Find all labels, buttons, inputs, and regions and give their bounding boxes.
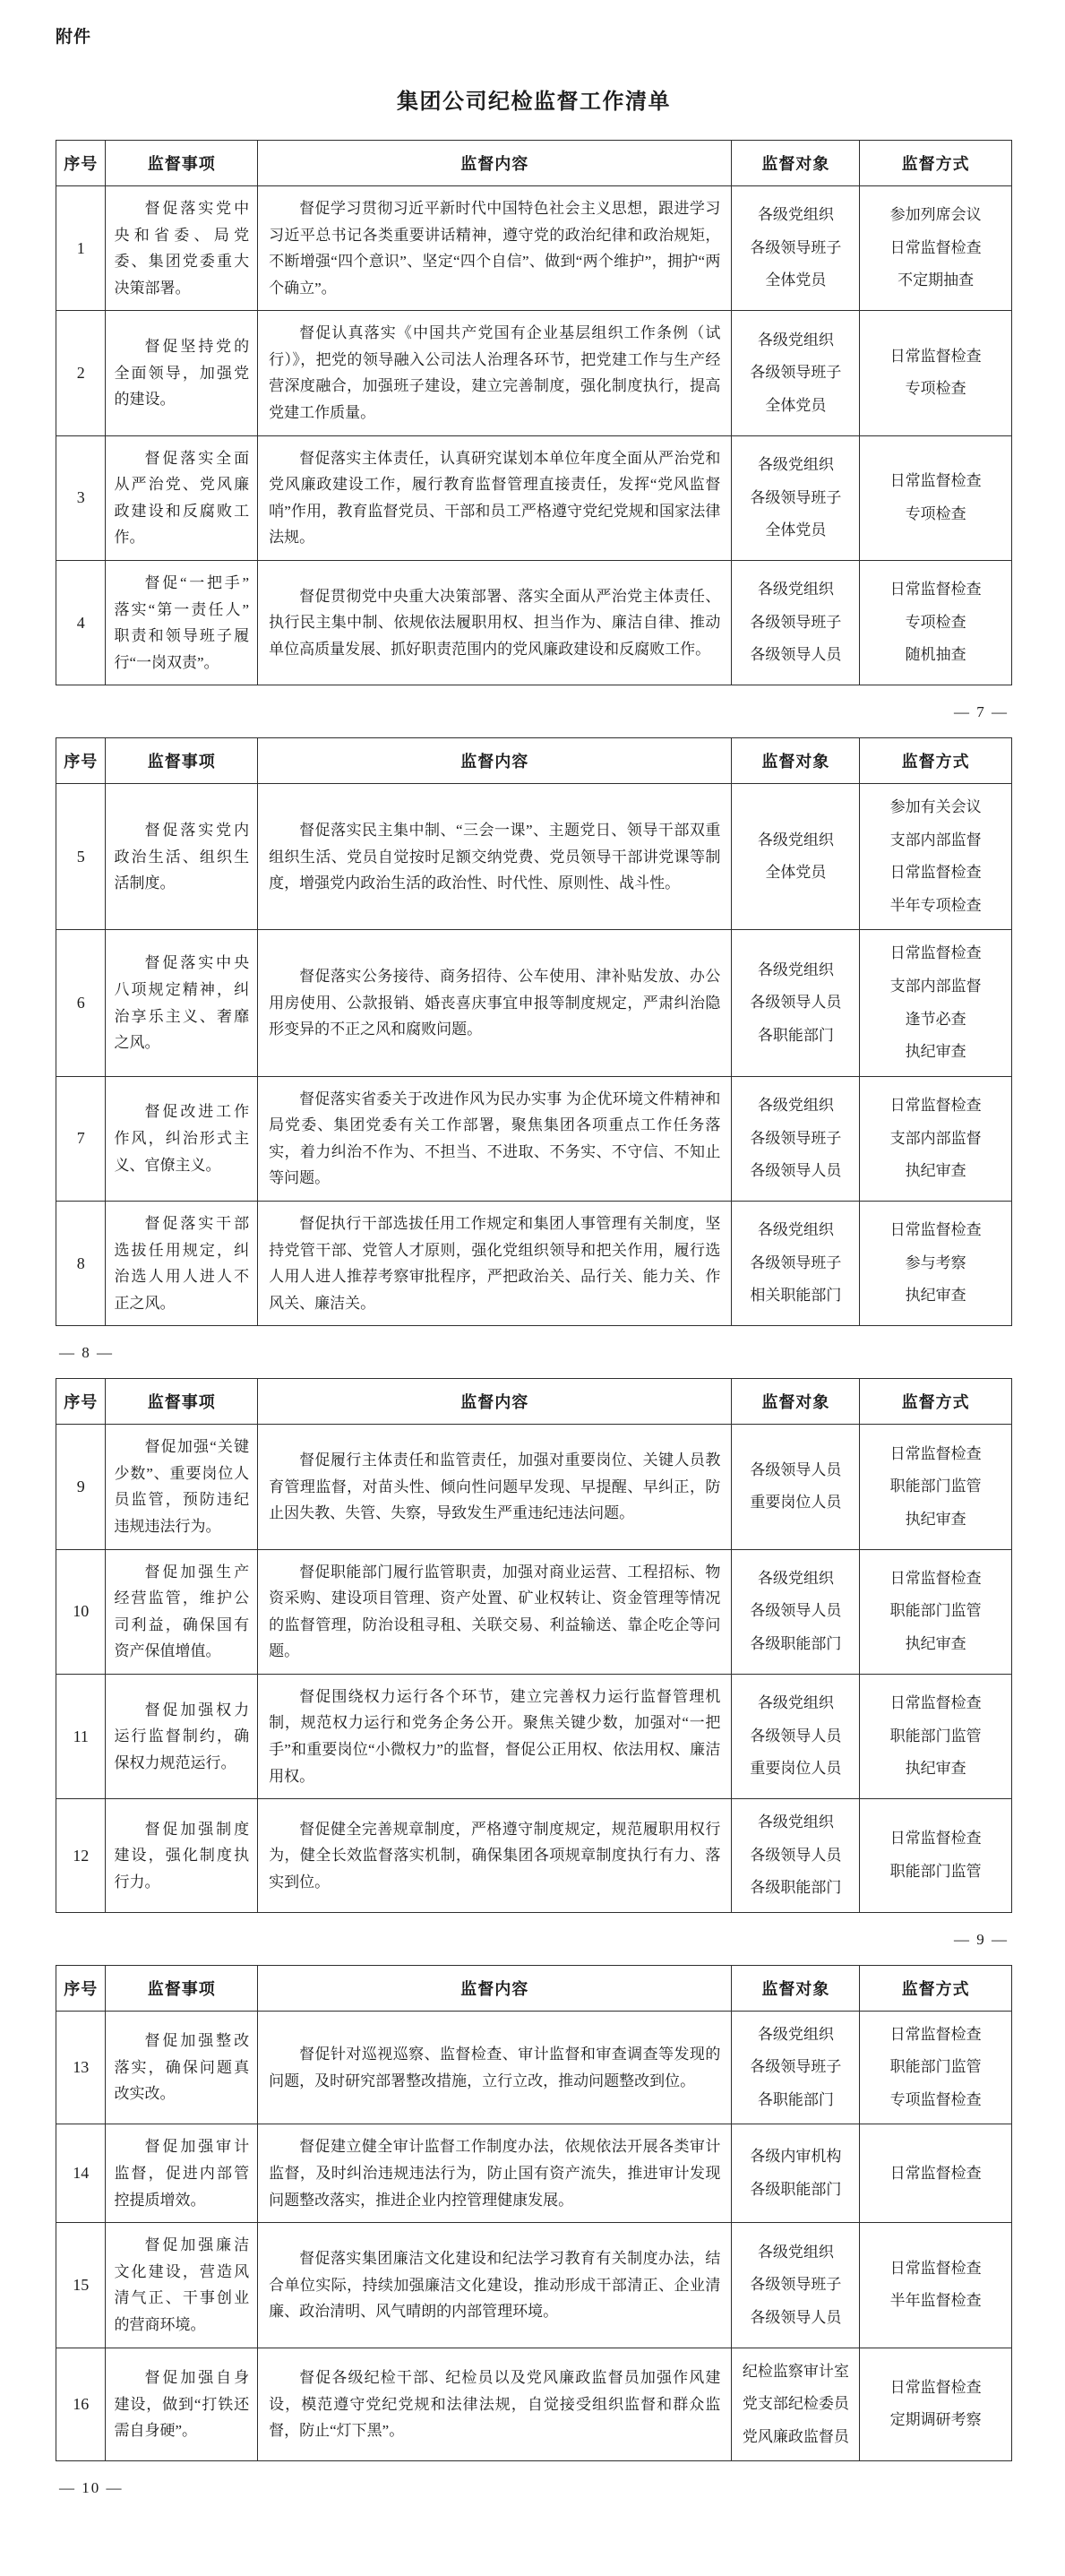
method-line: 支部内部监督 [889, 1129, 982, 1147]
method-line: 日常监督检查 [889, 472, 982, 490]
method-line: 执纪审查 [905, 1510, 966, 1528]
method-line: 定期调研考察 [889, 2411, 982, 2429]
row-number-cell: 11 [56, 1674, 106, 1798]
table-row [56, 930, 1012, 1076]
supervision-method-cell [860, 186, 1012, 311]
page-number: — 8 — [59, 1344, 114, 1362]
supervision-target-cell [732, 930, 860, 1076]
method-line: 不定期抽查 [898, 271, 975, 289]
column-header: 监督方式 [860, 1965, 1012, 2011]
target-line: 各级领导班子 [750, 1254, 842, 1271]
supervision-content-cell: 督促认真落实《中国共产党国有企业基层组织工作条例（试行）》，把党的领导融入公司法人治理各环节，把党建工作与生产经营深度融合，加强班子建设，建立完善制度，强化制度执行，提高党建工作质量。 [258, 311, 732, 435]
target-line: 重要岗位人员 [750, 1494, 842, 1512]
target-line: 相关职能部门 [750, 1287, 842, 1305]
target-line: 各级党组织 [757, 831, 834, 849]
row-number-cell: 13 [56, 2011, 106, 2124]
method-line: 日常监督检查 [889, 1694, 982, 1712]
supervision-method-cell [860, 435, 1012, 560]
row-number-cell: 1 [56, 186, 106, 311]
header-row [56, 738, 1012, 784]
target-line: 各级党组织 [757, 1814, 834, 1831]
attachment-label: 附件 [56, 28, 92, 47]
supervision-method-cell [860, 2011, 1012, 2124]
column-header: 监督事项 [106, 738, 258, 784]
supervision-item-cell: 督促加强生产经营监管，维护公司利益，确保国有资产保值增值。 [106, 1549, 258, 1674]
target-line: 各级领导班子 [750, 238, 842, 256]
column-header: 监督方式 [860, 1379, 1012, 1425]
supervision-content-cell: 督促落实省委关于改进作风为民办实事 为企优环境文件精神和局党委、集团党委有关工作部署，聚焦集团各项重点工作任务落实，着力纠治不作为、不担当、不进取、不务实、不守信、不知止等问题。 [258, 1076, 732, 1201]
page-number: — 7 — [954, 703, 1009, 721]
target-line: 各级内审机构 [750, 2148, 842, 2166]
table-row [56, 560, 1012, 685]
column-header: 序号 [56, 141, 106, 186]
target-line: 各级职能部门 [750, 1879, 842, 1897]
target-line: 各级职能部门 [750, 1634, 842, 1652]
supervision-content-cell: 督促建立健全审计监督工作制度办法，依规依法开展各类审计监督，及时纠治违规违法行为，防止国有资产流失，推进审计发现问题整改落实，推进企业内控管理健康发展。 [258, 2124, 732, 2223]
supervision-item-cell: 督促落实干部选拔任用规定，纠治选人用人进人不正之风。 [106, 1201, 258, 1325]
method-line: 日常监督检查 [889, 238, 982, 256]
column-header: 监督内容 [258, 1379, 732, 1425]
supervision-item-cell: 督促加强审计监督，促进内部管控提质增效。 [106, 2124, 258, 2223]
supervision-content-cell: 督促执行干部选拔任用工作规定和集团人事管理有关制度，坚持党管干部、党管人才原则，强化党组织领导和把关作用，履行选人用人进人推荐考察审批程序，严把政治关、品行关、能力关、作风关、廉洁关。 [258, 1201, 732, 1325]
supervision-content-cell: 督促落实民主集中制、“三会一课”、主题党日、领导干部双重组织生活、党员自觉按时足额交纳党费、党员领导干部讲党课等制度，增强党内政治生活的政治性、时代性、原则性、战斗性。 [258, 784, 732, 930]
target-line: 全体党员 [765, 396, 827, 414]
row-number-cell: 2 [56, 311, 106, 435]
row-number-cell: 3 [56, 435, 106, 560]
target-line: 各级党组织 [757, 1096, 834, 1114]
target-line: 各级党组织 [757, 206, 834, 224]
supervision-method-cell [860, 784, 1012, 930]
supervision-target-cell [732, 2011, 860, 2124]
method-line: 参加有关会议 [889, 798, 982, 816]
supervision-method-cell [860, 1549, 1012, 1674]
target-line: 各级领导人员 [750, 646, 842, 664]
method-line: 参加列席会议 [889, 206, 982, 224]
target-line: 各级领导班子 [750, 364, 842, 382]
row-number-cell: 9 [56, 1425, 106, 1549]
supervision-item-cell: 督促加强自身建设，做到“打铁还需自身硬”。 [106, 2348, 258, 2461]
target-line: 各级领导人员 [750, 1162, 842, 1180]
table-row [56, 2011, 1012, 2124]
target-line: 各级党组织 [757, 2025, 834, 2043]
method-line: 职能部门监管 [889, 1478, 982, 1495]
work-table-block [56, 737, 1012, 1362]
method-line: 专项监督检查 [889, 2090, 982, 2108]
supervision-content-cell: 督促落实公务接待、商务招待、公车使用、津补贴发放、办公用房使用、公款报销、婚丧喜庆事宜申报等制度规定，严肃纠治隐形变异的不正之风和腐败问题。 [258, 930, 732, 1076]
supervision-item-cell: 督促落实中央八项规定精神，纠治享乐主义、奢靡之风。 [106, 930, 258, 1076]
table-row [56, 2348, 1012, 2461]
method-line: 支部内部监督 [889, 977, 982, 995]
method-line: 执纪审查 [905, 1287, 966, 1305]
target-line: 各级领导班子 [750, 2276, 842, 2294]
row-number-cell: 14 [56, 2124, 106, 2223]
column-header: 监督对象 [732, 1965, 860, 2011]
target-line: 各级领导人员 [750, 1727, 842, 1745]
method-line: 执纪审查 [905, 1043, 966, 1061]
row-number-cell: 10 [56, 1549, 106, 1674]
method-line: 专项检查 [905, 504, 966, 522]
table-row [56, 186, 1012, 311]
supervision-target-cell [732, 2223, 860, 2348]
supervision-target-cell [732, 435, 860, 560]
table-row [56, 784, 1012, 930]
supervision-method-cell [860, 560, 1012, 685]
column-header: 序号 [56, 1379, 106, 1425]
supervision-target-cell [732, 311, 860, 435]
method-line: 随机抽查 [905, 646, 966, 664]
table-row [56, 1076, 1012, 1201]
column-header: 监督内容 [258, 141, 732, 186]
work-list-table [56, 1378, 1012, 1913]
target-line: 全体党员 [765, 521, 827, 539]
method-line: 日常监督检查 [889, 1569, 982, 1587]
supervision-method-cell [860, 1201, 1012, 1325]
tables-container [56, 140, 1012, 2497]
supervision-target-cell [732, 1076, 860, 1201]
method-line: 执纪审查 [905, 1162, 966, 1180]
method-line: 执纪审查 [905, 1760, 966, 1778]
supervision-target-cell [732, 186, 860, 311]
table-row [56, 1674, 1012, 1798]
row-number-cell: 4 [56, 560, 106, 685]
supervision-content-cell: 督促履行主体责任和监管责任，加强对重要岗位、关键人员教育管理监督，对苗头性、倾向性问题早发现、早提醒、早纠正，防止因失教、失管、失察，导致发生严重违纪违法问题。 [258, 1425, 732, 1549]
supervision-target-cell [732, 2348, 860, 2461]
work-list-table [56, 737, 1012, 1326]
method-line: 职能部门监管 [889, 1727, 982, 1745]
column-header: 监督对象 [732, 141, 860, 186]
row-number-cell: 7 [56, 1076, 106, 1201]
method-line: 日常监督检查 [889, 1444, 982, 1462]
target-line: 各职能部门 [757, 1026, 834, 1044]
column-header: 监督内容 [258, 738, 732, 784]
target-line: 各级党组织 [757, 331, 834, 349]
supervision-content-cell: 督促落实集团廉洁文化建设和纪法学习教育有关制度办法，结合单位实际，持续加强廉洁文化建设，推动形成干部清正、企业清廉、政治清明、风气晴朗的内部管理环境。 [258, 2223, 732, 2348]
supervision-method-cell [860, 1674, 1012, 1798]
target-line: 各级领导人员 [750, 1846, 842, 1864]
target-line: 各级领导班子 [750, 2058, 842, 2076]
work-list-table [56, 1965, 1012, 2461]
supervision-item-cell: 督促加强制度建设，强化制度执行力。 [106, 1799, 258, 1913]
supervision-item-cell: 督促落实党中央和省委、局党委、集团党委重大决策部署。 [106, 186, 258, 311]
column-header: 监督方式 [860, 141, 1012, 186]
row-number-cell: 6 [56, 930, 106, 1076]
supervision-content-cell: 督促贯彻党中央重大决策部署、落实全面从严治党主体责任、执行民主集中制、依规依法履职用权、担当作为、廉洁自律、推动单位高质量发展、抓好职责范围内的党风廉政建设和反腐败工作。 [258, 560, 732, 685]
target-line: 各级党组织 [757, 455, 834, 473]
column-header: 监督事项 [106, 1379, 258, 1425]
method-line: 日常监督检查 [889, 864, 982, 882]
row-number-cell: 5 [56, 784, 106, 930]
method-line: 职能部门监管 [889, 1602, 982, 1620]
row-number-cell: 16 [56, 2348, 106, 2461]
supervision-content-cell: 督促健全完善规章制度，严格遵守制度规定，规范履职用权行为，健全长效监督落实机制，确保集团各项规章制度执行有力、落实到位。 [258, 1799, 732, 1913]
method-line: 参与考察 [905, 1254, 966, 1271]
target-line: 全体党员 [765, 864, 827, 882]
table-row [56, 1425, 1012, 1549]
method-line: 日常监督检查 [889, 581, 982, 599]
target-line: 各级党组织 [757, 1694, 834, 1712]
table-row [56, 2223, 1012, 2348]
supervision-item-cell: 督促加强“关键少数”、重要岗位人员监管，预防违纪违规违法行为。 [106, 1425, 258, 1549]
supervision-item-cell: 督促加强整改落实，确保问题真改实改。 [106, 2011, 258, 2124]
supervision-content-cell: 督促针对巡视巡察、监督检查、审计监督和审查调查等发现的问题，及时研究部署整改措施，立行立改，推动问题整改到位。 [258, 2011, 732, 2124]
target-line: 党风廉政监督员 [742, 2427, 849, 2445]
method-line: 专项检查 [905, 613, 966, 631]
method-line: 日常监督检查 [889, 2164, 982, 2182]
table-row [56, 1549, 1012, 1674]
target-line: 纪检监察审计室 [742, 2362, 849, 2380]
supervision-item-cell: 督促落实党内政治生活、组织生活制度。 [106, 784, 258, 930]
method-line: 日常监督检查 [889, 347, 982, 365]
target-line: 各级党组织 [757, 1569, 834, 1587]
supervision-target-cell [732, 1549, 860, 1674]
method-line: 日常监督检查 [889, 2378, 982, 2396]
target-line: 各级党组织 [757, 961, 834, 978]
method-line: 日常监督检查 [889, 1096, 982, 1114]
table-row [56, 2124, 1012, 2223]
column-header: 监督方式 [860, 738, 1012, 784]
supervision-method-cell [860, 1076, 1012, 1201]
method-line: 日常监督检查 [889, 1830, 982, 1848]
target-line: 各级领导班子 [750, 1129, 842, 1147]
supervision-content-cell: 督促职能部门履行监管职责，加强对商业运营、工程招标、物资采购、建设项目管理、资产处置、矿业权转让、资金管理等情况的监督管理，防治设租寻租、关联交易、利益输送、靠企吃企等问题。 [258, 1549, 732, 1674]
method-line: 日常监督检查 [889, 2259, 982, 2277]
supervision-target-cell [732, 2124, 860, 2223]
target-line: 各级领导人员 [750, 2308, 842, 2326]
method-line: 半年监督检查 [889, 2292, 982, 2310]
target-line: 各级党组织 [757, 1221, 834, 1239]
supervision-method-cell [860, 1799, 1012, 1913]
column-header: 监督事项 [106, 141, 258, 186]
work-table-block [56, 1965, 1012, 2497]
supervision-item-cell: 督促改进工作作风，纠治形式主义、官僚主义。 [106, 1076, 258, 1201]
supervision-target-cell [732, 1425, 860, 1549]
supervision-item-cell: 督促“一把手”落实“第一责任人”职责和领导班子履行“一岗双责”。 [106, 560, 258, 685]
supervision-method-cell [860, 311, 1012, 435]
column-header: 序号 [56, 1965, 106, 2011]
table-row [56, 435, 1012, 560]
supervision-target-cell [732, 784, 860, 930]
supervision-item-cell: 督促加强权力运行监督制约，确保权力规范运行。 [106, 1674, 258, 1798]
header-row [56, 1379, 1012, 1425]
supervision-target-cell [732, 1201, 860, 1325]
table-row [56, 1201, 1012, 1325]
target-line: 各级领导人员 [750, 1460, 842, 1478]
supervision-item-cell: 督促落实全面从严治党、党风廉政建设和反腐败工作。 [106, 435, 258, 560]
method-line: 日常监督检查 [889, 1221, 982, 1239]
method-line: 逢节必查 [905, 1010, 966, 1028]
supervision-method-cell [860, 2124, 1012, 2223]
target-line: 各级党组织 [757, 2243, 834, 2261]
supervision-target-cell [732, 1674, 860, 1798]
method-line: 专项检查 [905, 380, 966, 398]
supervision-content-cell: 督促学习贯彻习近平新时代中国特色社会主义思想，跟进学习习近平总书记各类重要讲话精神，遵守党的政治纪律和政治规矩，不断增强“四个意识”、坚定“四个自信”、做到“两个维护”，拥护“两个确立”。 [258, 186, 732, 311]
table-row [56, 311, 1012, 435]
column-header: 监督对象 [732, 1379, 860, 1425]
target-line: 各级领导班子 [750, 488, 842, 506]
supervision-target-cell [732, 1799, 860, 1913]
page-number: — 10 — [59, 2479, 124, 2497]
column-header: 监督对象 [732, 738, 860, 784]
column-header: 监督事项 [106, 1965, 258, 2011]
work-list-table [56, 140, 1012, 685]
target-line: 各级职能部门 [750, 2180, 842, 2198]
page-number: — 9 — [954, 1930, 1009, 1948]
supervision-content-cell: 督促围绕权力运行各个环节，建立完善权力运行监督管理机制，规范权力运行和党务企务公开。聚焦关键少数，加强对“一把手”和重要岗位“小微权力”的监督，督促公正用权、依法用权、廉洁用权。 [258, 1674, 732, 1798]
supervision-content-cell: 督促各级纪检干部、纪检员以及党风廉政监督员加强作风建设，模范遵守党纪党规和法律法规，自觉接受组织监督和群众监督，防止“灯下黑”。 [258, 2348, 732, 2461]
target-line: 各级领导人员 [750, 1602, 842, 1620]
target-line: 全体党员 [765, 271, 827, 289]
target-line: 各级领导班子 [750, 613, 842, 631]
supervision-content-cell: 督促落实主体责任，认真研究谋划本单位年度全面从严治党和党风廉政建设工作，履行教育监督管理直接责任，发挥“党风监督哨”作用，教育监督党员、干部和员工严格遵守党纪党规和国家法律法规。 [258, 435, 732, 560]
target-line: 党支部纪检委员 [742, 2395, 849, 2413]
header-row [56, 141, 1012, 186]
supervision-item-cell: 督促加强廉洁文化建设，营造风清气正、干事创业的营商环境。 [106, 2223, 258, 2348]
supervision-target-cell [732, 560, 860, 685]
column-header: 监督内容 [258, 1965, 732, 2011]
row-number-cell: 12 [56, 1799, 106, 1913]
method-line: 日常监督检查 [889, 2025, 982, 2043]
supervision-method-cell [860, 1425, 1012, 1549]
work-table-block [56, 1378, 1012, 1949]
table-row [56, 1799, 1012, 1913]
target-line: 各职能部门 [757, 2090, 834, 2108]
header-row [56, 1965, 1012, 2011]
method-line: 执纪审查 [905, 1634, 966, 1652]
target-line: 各级领导人员 [750, 994, 842, 1012]
row-number-cell: 15 [56, 2223, 106, 2348]
supervision-item-cell: 督促坚持党的全面领导，加强党的建设。 [106, 311, 258, 435]
method-line: 半年专项检查 [889, 896, 982, 914]
supervision-method-cell [860, 2223, 1012, 2348]
row-number-cell: 8 [56, 1201, 106, 1325]
supervision-method-cell [860, 930, 1012, 1076]
page-title: 集团公司纪检监督工作清单 [397, 90, 671, 114]
method-line: 日常监督检查 [889, 944, 982, 962]
column-header: 序号 [56, 738, 106, 784]
method-line: 职能部门监管 [889, 1863, 982, 1880]
target-line: 重要岗位人员 [750, 1760, 842, 1778]
work-table-block [56, 140, 1012, 721]
target-line: 各级党组织 [757, 581, 834, 599]
supervision-method-cell [860, 2348, 1012, 2461]
method-line: 职能部门监管 [889, 2058, 982, 2076]
method-line: 支部内部监督 [889, 831, 982, 849]
